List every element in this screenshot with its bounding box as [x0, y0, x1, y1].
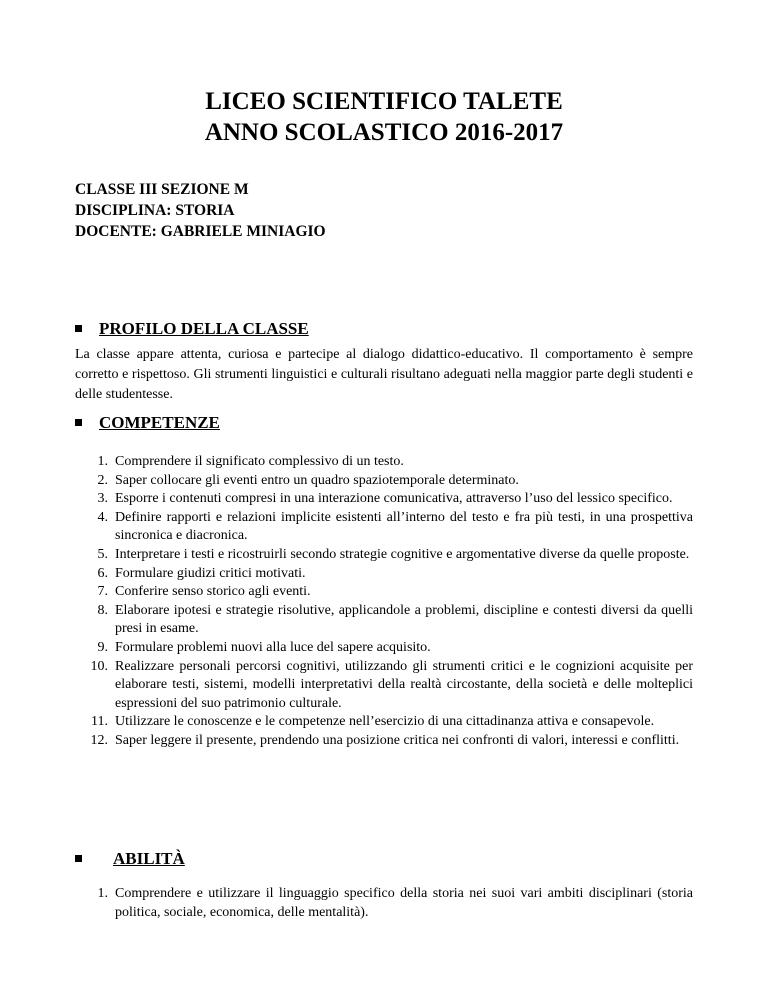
list-item-text: Comprendere il significato complessivo di un testo. [115, 454, 404, 469]
section-heading-label: ABILITÀ [113, 849, 185, 868]
list-item-text: Realizzare personali percorsi cognitivi, utilizzando gli strumenti critici e le cognizioni acquisite per elaborare testi, sistemi, modelli interpretativi della realtà circostante, della società e delle molteplici espressioni del suo patrimonio culturale. [115, 658, 693, 711]
section-heading-profilo [75, 318, 309, 340]
list-item-text: Utilizzare le conoscenze e le competenze nell’esercizio di una cittadinanza attiva e consapevole. [115, 714, 655, 730]
list-item-text: Esporre i contenuti compresi in una interazione comunicativa, attraverso l’uso del lessico specifico. [115, 491, 673, 507]
class-info [75, 179, 326, 242]
list-item-text: Comprendere e utilizzare il linguaggio specifico della storia nei suoi vari ambiti disciplinari (storia politica, sociale, economica, delle mentalità). [115, 886, 693, 920]
list-item-number: 1. [97, 454, 108, 469]
subject: DISCIPLINA: STORIA [75, 202, 235, 219]
list-item-number: 2. [97, 472, 108, 488]
list-item-number: 11. [91, 714, 108, 730]
section-heading-label: PROFILO DELLA CLASSE [99, 319, 309, 338]
list-item-text: Formulare problemi nuovi alla luce del sapere acquisito. [115, 639, 431, 655]
section-heading-abilita [75, 848, 185, 870]
list-item [75, 546, 693, 565]
list-item-text: Conferire senso storico agli eventi. [115, 584, 311, 600]
teacher: DOCENTE: GABRIELE MINIAGIO [75, 223, 326, 240]
section-heading-competenze [75, 412, 220, 434]
list-item [75, 658, 693, 714]
list-item [75, 885, 693, 922]
list-item-number: 9. [97, 639, 108, 655]
list-item-number: 8. [97, 602, 108, 618]
square-bullet-icon [75, 325, 82, 332]
list-item-text: Formulare giudizi critici motivati. [115, 565, 306, 581]
competenze-list [75, 453, 693, 751]
school-title: LICEO SCIENTIFICO TALETE [205, 88, 563, 115]
list-item [75, 490, 693, 509]
list-item-text: Elaborare ipotesi e strategie risolutive, applicandole a problemi, discipline e contesti diversi da quelli presi in esame. [115, 602, 693, 637]
list-item-text: Saper collocare gli eventi entro un quadro spaziotemporale determinato. [115, 472, 519, 488]
list-item [75, 453, 693, 472]
list-item-text: Interpretare i testi e ricostruirli secondo strategie cognitive e argomentative diverse da quelle proposte. [115, 546, 690, 562]
list-item-text: Saper leggere il presente, prendendo una posizione critica nei confronti di valori, interessi e conflitti. [115, 732, 680, 748]
square-bullet-icon [75, 419, 82, 426]
list-item-number: 10. [90, 658, 108, 674]
list-item [75, 732, 693, 751]
list-item [75, 509, 693, 546]
class-section: CLASSE III SEZIONE M [75, 181, 249, 198]
list-item-number: 3. [97, 491, 108, 507]
square-bullet-icon [75, 855, 82, 862]
school-year-title: ANNO SCOLASTICO 2016-2017 [204, 119, 564, 146]
list-item [75, 602, 693, 639]
profilo-paragraph: La classe appare attenta, curiosa e partecipe al dialogo didattico-educativo. Il comportamento è sempre corretto e rispettoso. Gli strumenti linguistici e culturali risultano adeguati nella maggior parte degli studenti e delle studentesse. [75, 347, 693, 402]
list-item-number: 1. [97, 886, 108, 901]
list-item-text: Definire rapporti e relazioni implicite esistenti all’interno del testo e fra più testi, in una prospettiva sincronica e diacronica. [115, 509, 693, 544]
list-item-number: 6. [97, 565, 108, 581]
list-item-number: 4. [97, 509, 108, 525]
section-heading-label: COMPETENZE [99, 413, 220, 432]
list-item [75, 713, 693, 732]
list-item-number: 5. [97, 546, 108, 562]
list-item [75, 472, 693, 491]
list-item [75, 583, 693, 602]
abilita-list [75, 885, 693, 922]
list-item-number: 7. [97, 584, 108, 600]
list-item-number: 12. [90, 732, 108, 748]
list-item [75, 565, 693, 584]
list-item [75, 639, 693, 658]
